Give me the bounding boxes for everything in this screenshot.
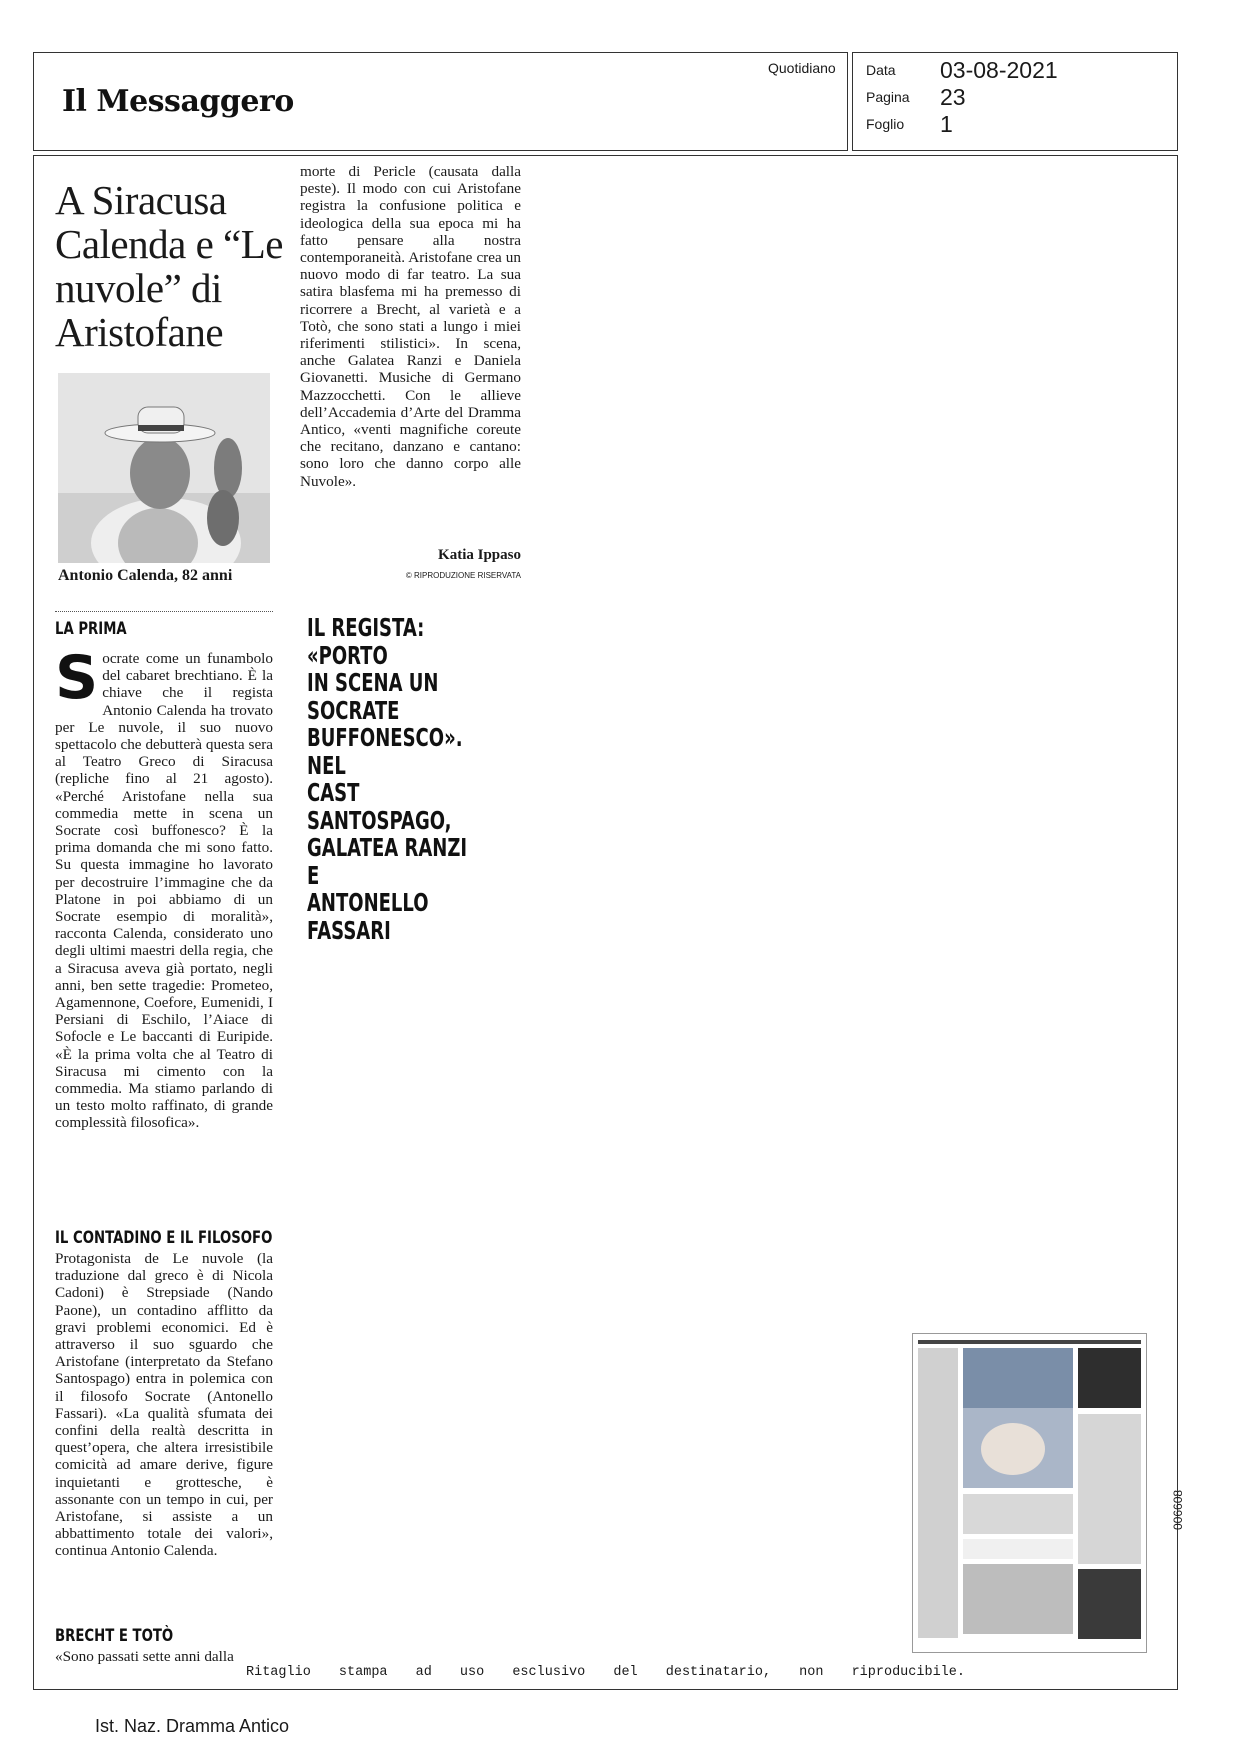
- article-headline: A Siracusa Calenda e “Le nuvole” di Aristofane: [55, 177, 283, 355]
- recipient-name: Ist. Naz. Dramma Antico: [95, 1716, 290, 1736]
- meta-label-page: Pagina: [866, 89, 910, 105]
- photo-caption: Antonio Calenda, 82 anni: [58, 567, 233, 584]
- dropcap: S: [55, 643, 99, 713]
- article-body-1: Protagonista de Le nuvole (la traduzione dal greco è di Nicola Cadoni) è Strepsiade (Nando Paone), un contadino afflitto da gravi problemi economici. Ed è attraverso il suo sguardo che Aristofane (interpretato da Stefano Santospago) entra in polemica con il filosofo Socrate (Antonello Fassari). «La qualità sfumata dei confini della realtà descritta in quest’opera, che altera irresistibile comicità ad amare derive, figure inquietanti e grottesche, è assonante con un tempo in cui, per Aristofane, si assiste a un abbattimento totale dei valori», continua Antonio Calenda.: [55, 1250, 273, 1560]
- meta-label-sheet: Foglio: [866, 116, 905, 132]
- lead-text: ocrate come un funambolo del cabaret brechtiano. È la chiave che il regista Antonio Calenda ha trovato per Le nuvole, il suo nuovo spettacolo che debutterà questa sera al Teatro Greco di Siracusa (repliche fino al 21 agosto). «Perché Aristofane nella sua commedia mette in scena un Socrate così buffonesco? È la prima domanda che mi sono fatto. Su questa immagine ho lavorato per decostruire l’immagine che da Platone in poi abbiamo di un Socrate esempio di moralità», racconta Calenda, considerato uno degli ultimi maestri della regia, che a Siracusa aveva già portato, negli anni, ben sette tragedie: Prometeo, Agamennone, Coefore, Eumenidi, I Persiani di Eschilo, l’Aiace di Sofocle e Le baccanti di Euripide. «È la prima volta che al Teatro di Siracusa mi cimento con la commedia. Ma stiamo parlando di un testo molto raffinato, di grande complessità filosofica».: [55, 650, 273, 1132]
- reproduction-notice: Ritaglio stampa ad uso esclusivo del destinatario, non riproducibile.: [246, 1665, 965, 1680]
- page-thumbnail-illustration: [913, 1334, 1146, 1652]
- portrait-photo: [58, 373, 270, 563]
- rights-notice: © RIPRODUZIONE RISERVATA: [405, 571, 521, 580]
- article-lead: [55, 643, 273, 1132]
- section-rule: [55, 611, 273, 612]
- meta-value-page: 23: [940, 84, 966, 110]
- subhead-contadino: IL CONTADINO E IL FILOSOFO: [55, 1228, 273, 1248]
- meta-value-date: 03-08-2021: [940, 57, 1058, 83]
- meta-label-date: Data: [866, 62, 896, 78]
- page-thumbnail: [912, 1333, 1147, 1653]
- portrait-illustration: [58, 373, 270, 563]
- section-label: LA PRIMA: [55, 619, 127, 639]
- publication-type: Quotidiano: [768, 60, 836, 76]
- subhead-brecht: BRECHT E TOTÒ: [55, 1626, 174, 1646]
- meta-value-sheet: 1: [940, 111, 953, 137]
- pull-quote: IL REGISTA: «PORTO IN SCENA UN SOCRATE BUFFONESCO». NEL CAST SANTOSPAGO, GALATEA RANZI E ANTONELLO FASSARI: [307, 613, 468, 945]
- article-body-2-start: «Sono passati sette anni dalla: [55, 1648, 234, 1665]
- author-signature: Katia Ippaso: [438, 547, 521, 563]
- masthead-logo: Il Messaggero: [62, 84, 294, 119]
- archive-code: 006608: [1171, 1489, 1185, 1530]
- article-body-2-continued: morte di Pericle (causata dalla peste). Il modo con cui Aristofane registra la confusione politica e ideologica della sua epoca mi ha fatto pensare alla nostra contemporaneità. Aristofane crea un nuovo modo di far teatro. La sua satira blasfema mi ha premesso di ricorrere a Brecht, al varietà e a Totò, che sono stati a lungo i miei riferimenti stilistici». In scena, anche Galatea Ranzi e Daniela Giovanetti. Musiche di Germano Mazzocchetti. Con le allieve dell’Accademia d’Arte del Dramma Antico, «venti magnifiche coreute che recitano, danzano e cantano: sono loro che danno corpo alle Nuvole».: [300, 163, 521, 490]
